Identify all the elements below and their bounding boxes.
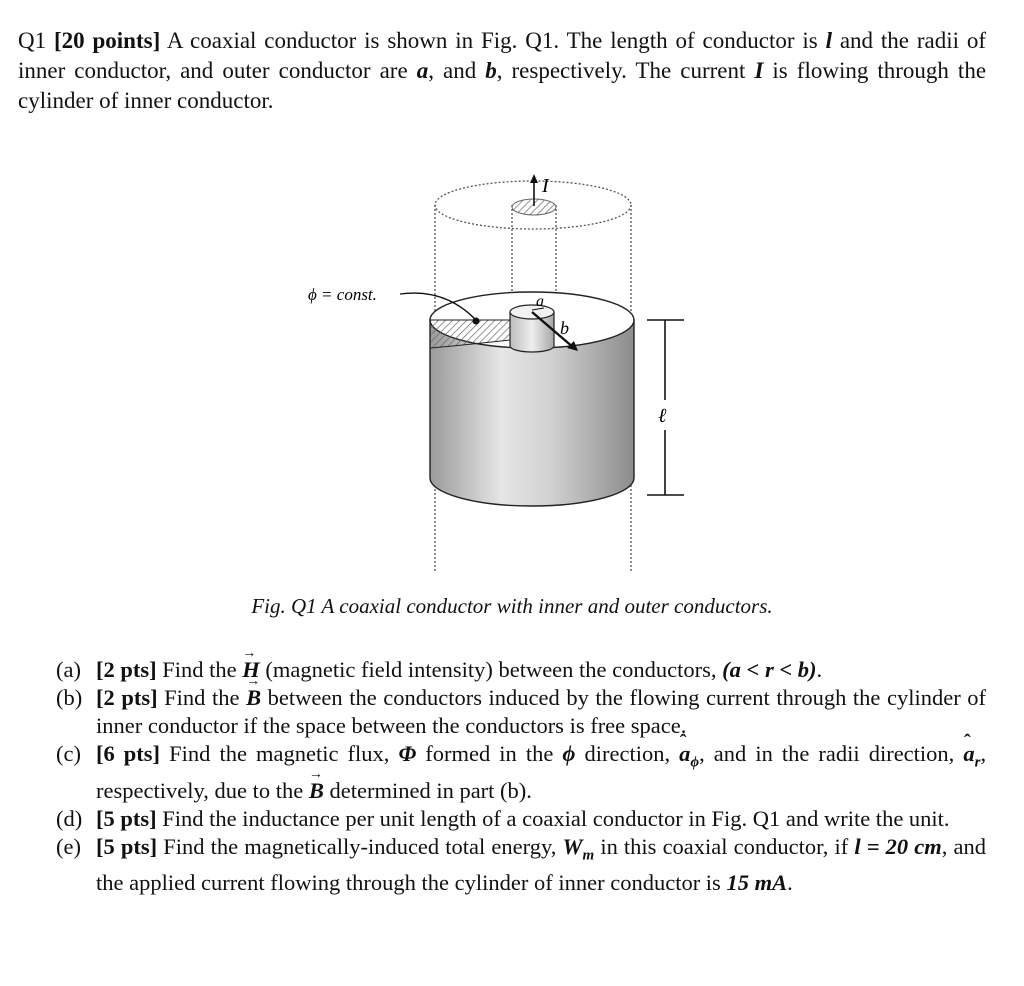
part-text-run: Find the magnetic flux, [169,741,390,766]
part-text [96,656,986,684]
condition: l = 20 cm [854,833,942,859]
question-text: is flowing through the cylinder of inner conductor. [18,58,987,113]
part-label: (e) [56,833,81,859]
label-a: a [536,293,544,310]
part-d [56,805,986,833]
question-text: A coaxial conductor is shown in Fig. Q1. The length of conductor is [166,28,818,53]
condition: (a < r < b) [722,657,817,682]
current-value: 15 mA [726,870,788,895]
label-b: b [560,318,569,338]
vector-B: → B [309,777,324,805]
part-text [96,833,986,898]
part-text [96,740,986,805]
part-text-run: Find the [164,685,240,710]
part-c [56,740,986,805]
part-text-run: in this coaxial conductor, if [600,833,849,859]
unit-vector-base: a [679,741,691,766]
current-arrowhead [530,174,538,183]
symbol-Wm [562,833,595,863]
part-label: (a) [56,657,81,682]
symbol-sub: m [582,847,595,863]
part-text [96,805,986,833]
question-text: , and [428,58,477,83]
part-text-run: Find the [162,657,237,682]
part-text-run: direction, [584,741,671,766]
question-heading [18,26,986,116]
vector-H: → H [242,656,260,684]
label-I: I [542,175,549,197]
coax-figure [280,160,720,580]
part-text [96,684,986,740]
question-number: Q1 [18,28,47,53]
part-points: [5 pts] [96,805,157,831]
part-points: [2 pts] [96,685,158,710]
unit-vector-a-phi [679,740,699,777]
part-a [56,656,986,684]
part-text-run: (magnetic field intensity) between the conductors, [265,657,717,682]
part-label: (b) [56,685,83,710]
symbol-base: W [562,833,583,859]
question-text: and the radii of inner conductor, and outer conductor are [18,28,987,83]
question-text: , respectively. The current [496,58,746,83]
part-text-run: formed in the [425,741,554,766]
part-text-run: Find the inductance per unit length of a coaxial conductor in Fig. Q1 and write the unit. [162,805,950,831]
figure-caption: Fig. Q1 A coaxial conductor with inner and outer conductors. [251,594,773,618]
vector-B: → B [246,684,261,712]
symbol-l: l [825,28,832,53]
symbol-b: b [485,58,497,83]
coax-diagram [280,160,720,580]
label-phi-const: ϕ = const. [308,285,377,304]
part-text-run: determined in part (b). [329,777,532,803]
phi-leader-dot [473,318,480,325]
part-points: [2 pts] [96,657,157,682]
unit-vector-sub: r [974,754,981,771]
part-text-run: . [816,657,823,682]
symbol-flux: Φ [398,741,417,766]
question-parts [56,656,986,897]
unit-vector-base: a [963,741,975,766]
symbol-a: a [416,58,429,83]
part-text-run: , and in the radii direction, [699,741,955,766]
part-b [56,684,986,740]
part-label: (d) [56,805,83,831]
part-text-run: between the conductors induced by the flowing current through the cylinder of inner conductor if the space between the conductors is free space. [96,685,987,738]
part-e [56,833,986,898]
part-text-run: . [787,870,793,895]
part-text-run: , and the applied current flowing through the cylinder of inner conductor is [96,833,987,895]
symbol-phi: ϕ [562,741,576,766]
part-text-run: Find the magnetically-induced total energy, [163,833,557,859]
symbol-I: I [754,58,764,83]
part-text-run: , respectively, due to the [96,741,987,803]
part-points: [5 pts] [96,833,158,859]
unit-vector-sub: ϕ [690,754,700,771]
part-points: [6 pts] [96,741,161,766]
part-label: (c) [56,741,81,766]
question-points: [20 points] [53,28,161,53]
unit-vector-a-r [963,740,980,777]
label-length: ℓ [658,403,667,427]
